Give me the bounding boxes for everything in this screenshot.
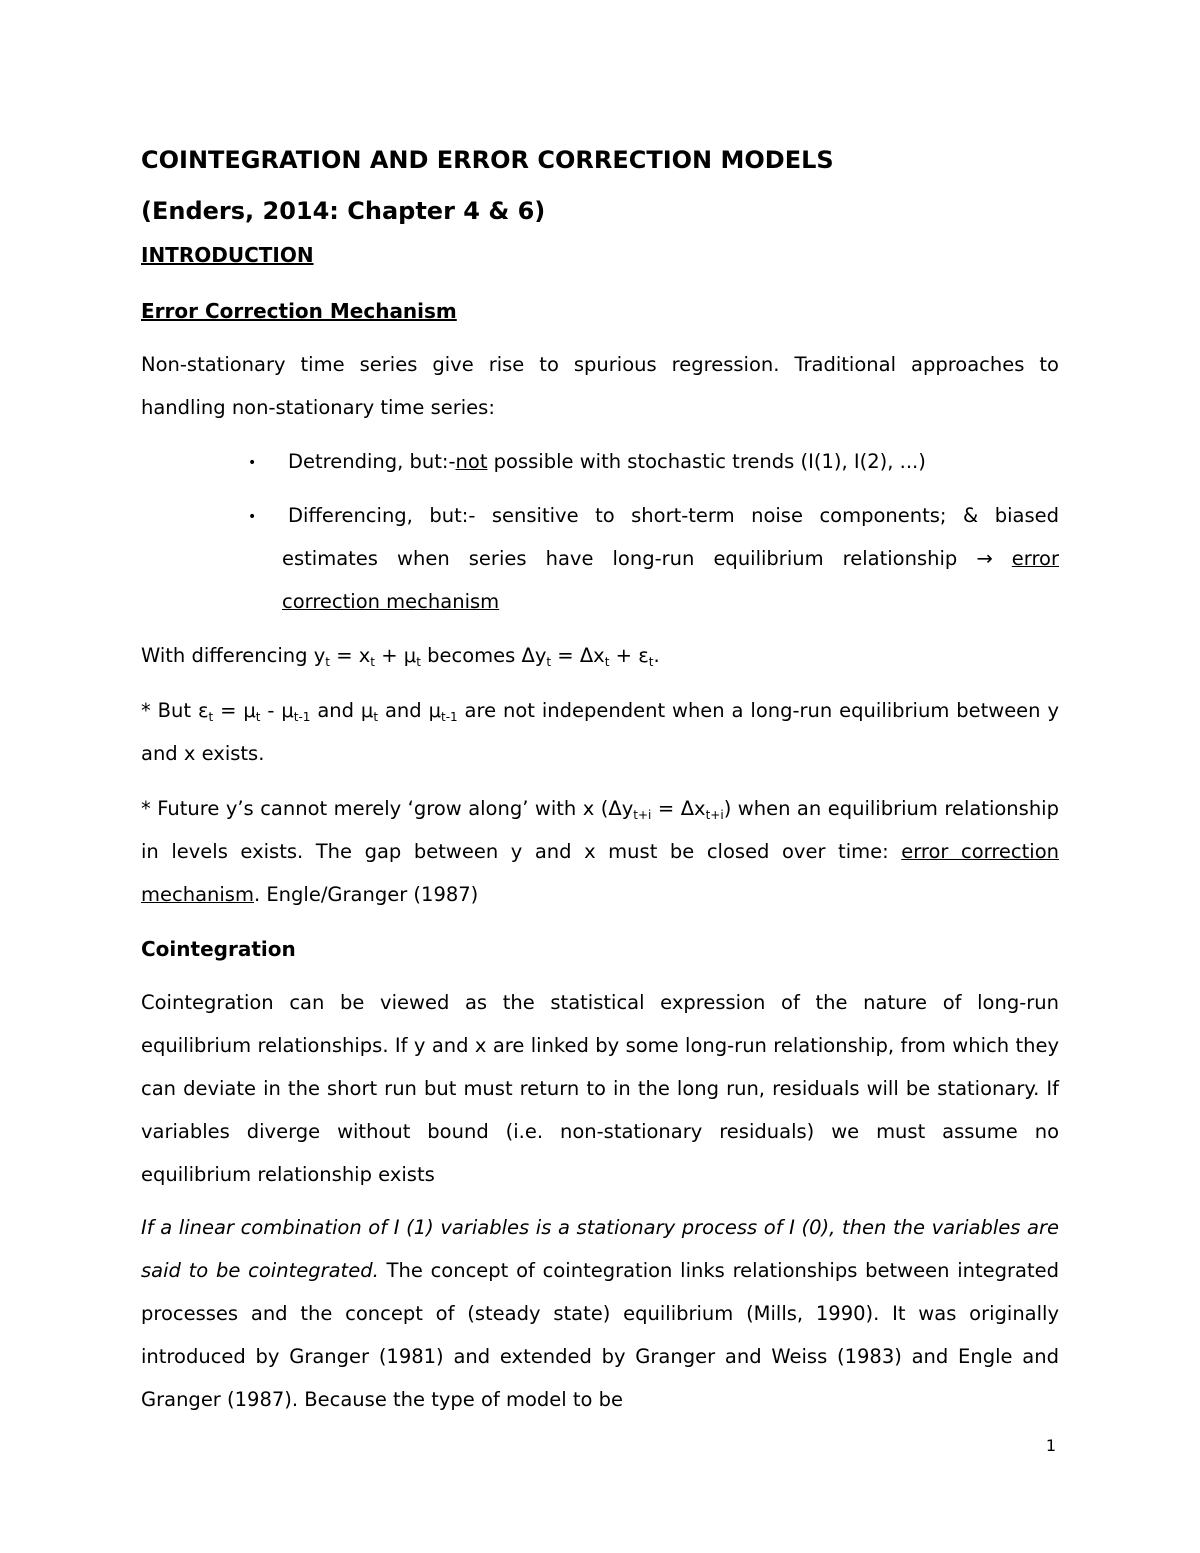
bullet-detrending-rest: possible with stochastic trends (I(1), I(2), ...) — [487, 450, 926, 473]
eq-text: . — [653, 644, 660, 667]
but-paragraph — [141, 689, 1059, 775]
bullet-marker: • — [248, 509, 257, 525]
bullet-differencing-text: Differencing, but:- sensitive to short-term noise components; & biased estimates when series have long-run equilibrium relationship — [282, 504, 1059, 570]
but-text: and — [378, 699, 429, 722]
eq-text: becomes — [420, 644, 522, 667]
eq-sub: t — [648, 655, 654, 669]
eq-op: + — [375, 644, 404, 667]
eq-op: = — [213, 699, 244, 722]
cointegration-definition — [141, 1206, 1059, 1421]
eq-sub: t-1 — [293, 710, 311, 724]
arrow-icon: → — [976, 547, 993, 570]
eq-op: = — [651, 797, 681, 820]
eq-var-dy: Δy — [608, 797, 634, 820]
but-text: are not independent when a long-run equilibrium between y and x exists. — [141, 699, 1059, 765]
eq-var-eps: ε — [197, 699, 209, 722]
but-text: and — [310, 699, 361, 722]
document-subtitle: (Enders, 2014: Chapter 4 & 6) — [141, 197, 546, 225]
eq-sub: t — [370, 655, 376, 669]
bullet-detrending-lead: Detrending, but:- — [288, 450, 456, 473]
future-text: * Future y’s cannot merely ‘grow along’ with x ( — [141, 797, 609, 820]
eq-sub: t — [373, 710, 379, 724]
but-text: * But — [141, 699, 198, 722]
ecm-link-1: error correction mechanism — [282, 547, 1059, 613]
eq-sub: t — [604, 655, 610, 669]
bullet-detrending — [288, 449, 1065, 475]
bullet-detrending-not: not — [455, 450, 488, 473]
eq-sub: t+i — [705, 808, 724, 822]
eq-var-x: x — [358, 644, 371, 667]
eq-sub: t+i — [633, 808, 652, 822]
eq-sub: t — [208, 710, 214, 724]
eq-op: + — [609, 644, 639, 667]
page-number: 1 — [1045, 1436, 1056, 1455]
eq-var-y: y — [313, 644, 326, 667]
eq-var-mu: μ — [360, 699, 374, 722]
eq-text: With differencing — [141, 644, 314, 667]
eq-var-eps: ε — [638, 644, 649, 667]
eq-var-dy: Δy — [521, 644, 547, 667]
eq-sub: t — [255, 710, 261, 724]
bullet-differencing — [282, 494, 1059, 623]
eq-op: - — [260, 699, 282, 722]
eq-var-mu: μ — [403, 644, 417, 667]
eq-sub: t — [416, 655, 421, 669]
subsection-heading-ecm: Error Correction Mechanism — [141, 299, 457, 323]
eq-var-mu: μ — [281, 699, 294, 722]
differencing-equation — [141, 643, 1059, 669]
definition-text: The concept of cointegration links relationships between integrated processes and the concept of (steady state) equilibrium (Mills, 1990). It was originally introduced by Granger (1981) and extended by Granger and Weiss (1983) and Engle and Granger (1987). Because the type of model to be — [141, 1259, 1059, 1411]
ecm-paragraph: Non-stationary time series give rise to spurious regression. Traditional approaches to handling non-stationary time series: — [141, 353, 1059, 419]
document-title: COINTEGRATION AND ERROR CORRECTION MODELS — [141, 146, 834, 174]
section-heading-introduction: INTRODUCTION — [141, 243, 314, 267]
future-text: ) when an equilibrium relationship in levels exists. The gap between y and x must be closed over time: — [141, 797, 1059, 863]
eq-op: = — [330, 644, 359, 667]
eq-var-dx: Δx — [579, 644, 605, 667]
eq-sub: t — [546, 655, 552, 669]
eq-var-dx: Δx — [680, 797, 706, 820]
eq-sub: t — [325, 655, 330, 669]
future-paragraph — [141, 787, 1059, 916]
eq-var-mu: μ — [243, 699, 256, 722]
ecm-link-2: error correction mechanism — [141, 840, 1059, 906]
eq-sub: t-1 — [440, 710, 458, 724]
cointegration-paragraph: Cointegration can be viewed as the statistical expression of the nature of long-run equilibrium relationships. If y and x are linked by some long-run relationship, from which they can deviate in the short run but must return to in the long run, residuals will be stationary. If variables diverge without bound (i.e. non-stationary residuals) we must assume no equilibrium relationship exists — [141, 991, 1059, 1186]
future-text: . Engle/Granger (1987) — [253, 883, 479, 906]
subsection-heading-cointegration: Cointegration — [141, 937, 296, 961]
bullet-marker: • — [248, 455, 257, 471]
eq-op: = — [551, 644, 580, 667]
definition-italic: If a linear combination of I (1) variables is a stationary process of I (0), then the variables are said to be cointegrated. — [141, 1216, 1059, 1282]
eq-var-mu: μ — [428, 699, 441, 722]
